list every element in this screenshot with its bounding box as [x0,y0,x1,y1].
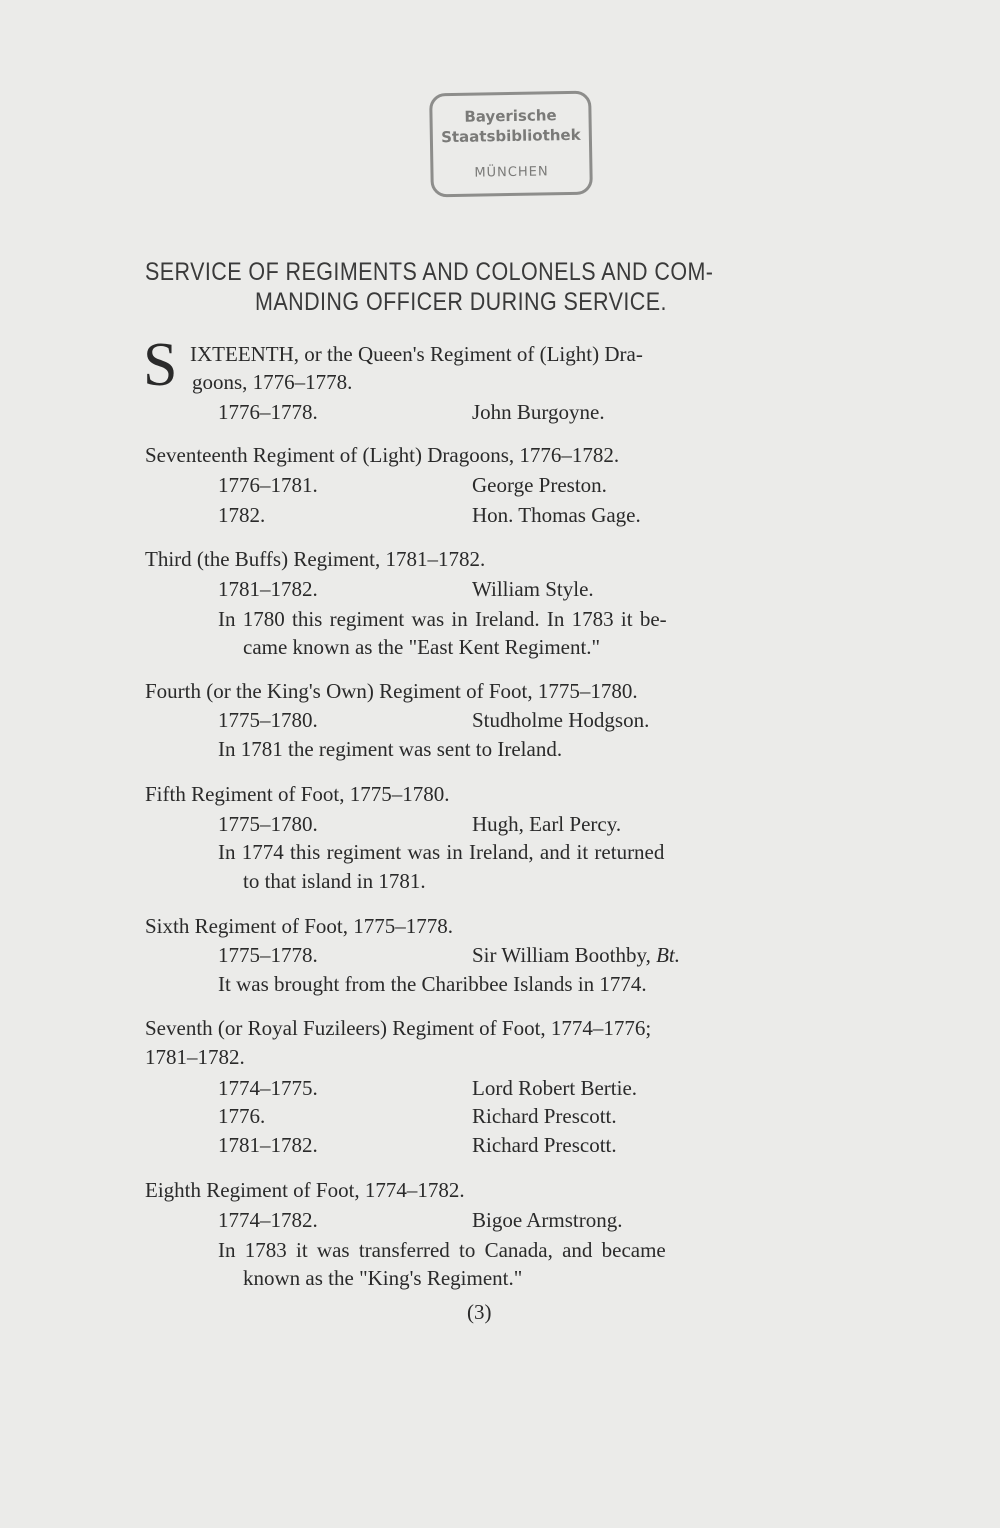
commander-name-text: Sir William Boothby, [472,943,651,967]
service-years: 1774–1782. [218,1208,318,1232]
service-years: 1775–1780. [218,708,318,732]
regiment-title: Fifth Regiment of Foot, 1775–1780. [145,782,450,806]
commander-name: Hugh, Earl Percy. [472,812,622,836]
regiment-title: 1781–1782. [145,1045,245,1069]
regiment-title: IXTEENTH, or the Queen's Regiment of (Light) Dra- [190,342,643,366]
service-years: 1776. [218,1104,266,1128]
drop-cap: S [143,331,178,399]
page-number: (3) [467,1300,492,1324]
commander-name [472,943,680,968]
regiment-note: came known as the "East Kent Regiment." [243,635,601,659]
stamp-line: MÜNCHEN [474,164,549,181]
library-stamp [429,91,593,198]
regiment-title: Third (the Buffs) Regiment, 1781–1782. [145,547,486,571]
regiment-note: In 1783 it was transferred to Canada, and became [218,1238,666,1262]
commander-name: George Preston. [472,473,607,497]
service-years: 1781–1782. [218,577,318,601]
service-years: 1782. [218,503,266,527]
regiment-title: goons, 1776–1778. [192,370,353,394]
service-years: 1776–1778. [218,400,318,424]
service-years: 1775–1780. [218,812,318,836]
commander-name: Richard Prescott. [472,1104,617,1128]
page-heading: SERVICE OF REGIMENTS AND COLONELS AND COM- [145,258,714,286]
regiment-note: In 1774 this regiment was in Ireland, and it returned [218,840,665,864]
commander-name: Studholme Hodgson. [472,708,650,732]
regiment-title: Seventh (or Royal Fuzileers) Regiment of Foot, 1774–1776; [145,1016,652,1040]
service-years: 1775–1778. [218,943,318,967]
commander-name: Lord Robert Bertie. [472,1076,638,1100]
regiment-title: Eighth Regiment of Foot, 1774–1782. [145,1178,465,1202]
regiment-title: Sixth Regiment of Foot, 1775–1778. [145,914,454,938]
service-years: 1781–1782. [218,1133,318,1157]
commander-name: William Style. [472,577,594,601]
regiment-note: known as the "King's Regiment." [243,1266,523,1290]
regiment-title: Seventeenth Regiment of (Light) Dragoons, 1776–1782. [145,443,620,467]
commander-name: Hon. Thomas Gage. [472,503,641,527]
stamp-line: Bayerische [464,106,557,126]
page-heading: MANDING OFFICER DURING SERVICE. [255,288,667,316]
service-years: 1776–1781. [218,473,318,497]
commander-name: Bigoe Armstrong. [472,1208,623,1232]
stamp-line: Staatsbibliothek [440,125,581,147]
commander-name: John Burgoyne. [472,400,605,424]
service-years: 1774–1775. [218,1076,318,1100]
regiment-note: In 1780 this regiment was in Ireland. In 1783 it be- [218,607,667,631]
regiment-note: In 1781 the regiment was sent to Ireland. [218,737,563,761]
regiment-note: It was brought from the Charibbee Islands in 1774. [218,972,647,996]
regiment-note: to that island in 1781. [243,869,426,893]
commander-name: Richard Prescott. [472,1133,617,1157]
regiment-title: Fourth (or the King's Own) Regiment of Foot, 1775–1780. [145,679,638,703]
baronet-suffix: Bt. [656,943,680,967]
